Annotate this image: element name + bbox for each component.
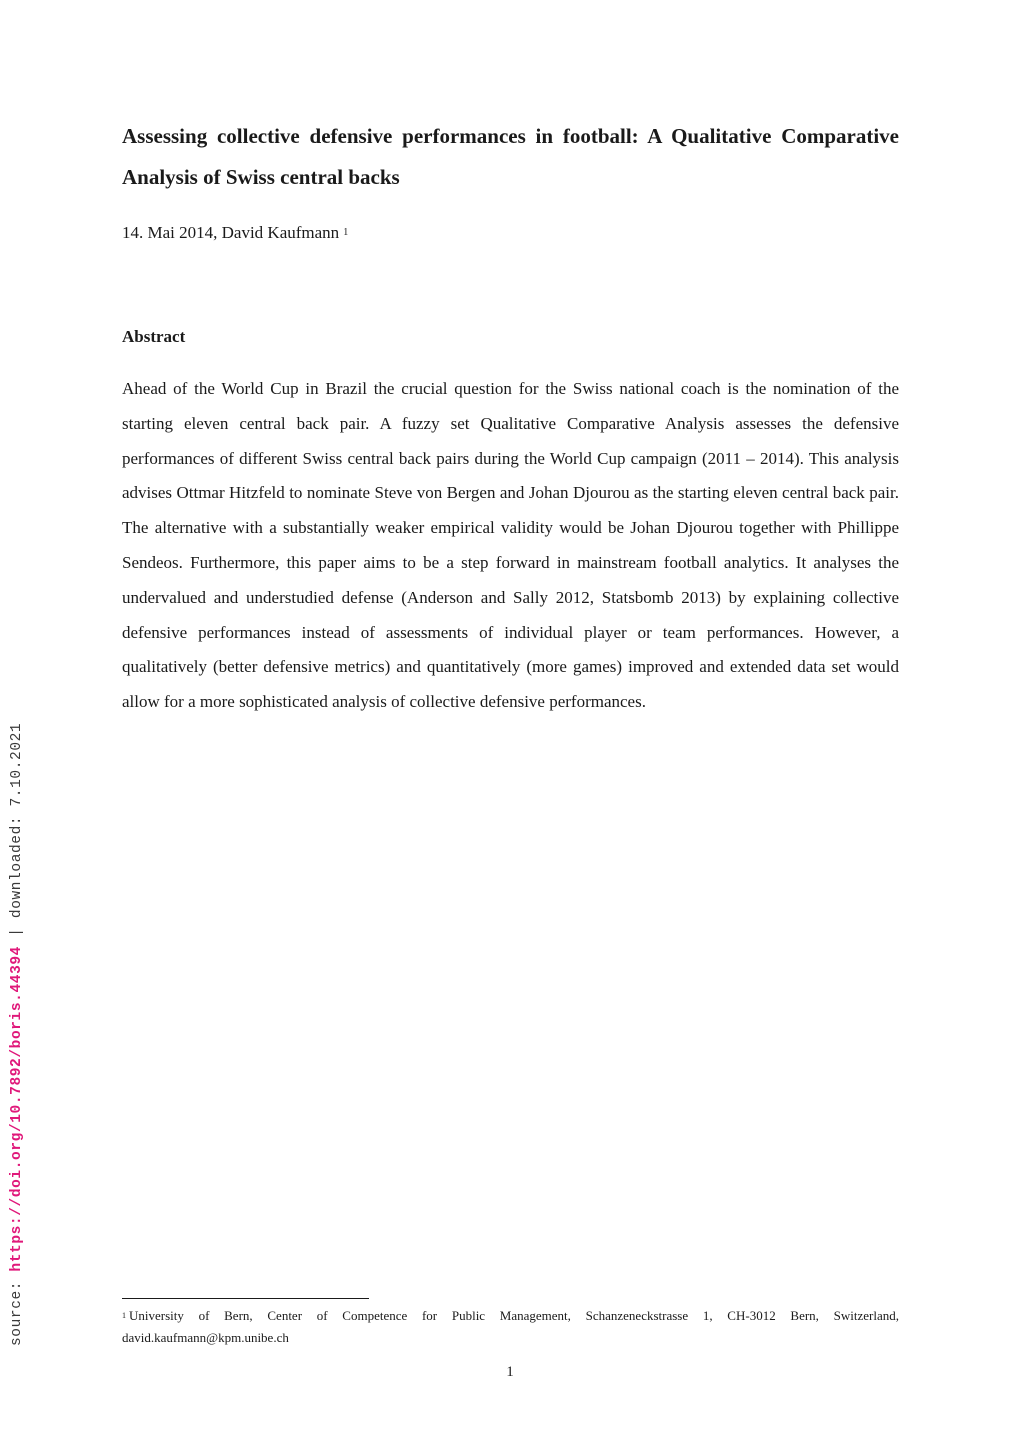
footnote <box>122 1306 899 1348</box>
doi-source-stamp <box>8 723 26 1346</box>
footnote-mark: 1 <box>122 1311 126 1320</box>
doi-link[interactable]: https://doi.org/10.7892/boris.44394 <box>9 946 25 1272</box>
footnote-separator <box>122 1298 369 1299</box>
stamp-source-label: source: <box>9 1271 25 1346</box>
abstract-body: Ahead of the World Cup in Brazil the crucial question for the Swiss national coach is the nomination of the starting eleven central back pair. A fuzzy set Qualitative Comparative Analysis assesses the defensive performances of different Swiss central back pairs during the World Cup campaign (2011 – 2014). This analysis advises Ottmar Hitzfeld to nominate Steve von Bergen and Johan Djourou as the starting eleven central back pair. The alternative with a substantially weaker empirical validity would be Johan Djourou together with Phillippe Sendeos. Furthermore, this paper aims to be a step forward in mainstream football analytics. It analyses the undervalued and understudied defense (Anderson and Sally 2012, Statsbomb 2013) by explaining collective defensive performances instead of assessments of individual player or team performances. However, a qualitatively (better defensive metrics) and quantitatively (more games) improved and extended data set would allow for a more sophisticated analysis of collective defensive performances. <box>122 379 899 712</box>
stamp-download-date: | downloaded: 7.10.2021 <box>9 722 25 947</box>
footnote-text: University of Bern, Center of Competence for Public Management, Schanzeneckstrasse 1, CH-3012 Bern, Switzerland, david.kaufmann@kpm.unibe.ch <box>122 1308 899 1345</box>
page-number: 1 <box>506 1364 514 1380</box>
date-and-author: 14. Mai 2014, David Kaufmann <box>122 223 340 242</box>
paper-title: Assessing collective defensive performances in football: A Qualitative Comparative Analysis of Swiss central backs <box>122 124 899 189</box>
byline <box>122 221 348 248</box>
author-footnote-mark[interactable]: 1 <box>343 227 349 238</box>
abstract-heading: Abstract <box>122 327 186 346</box>
